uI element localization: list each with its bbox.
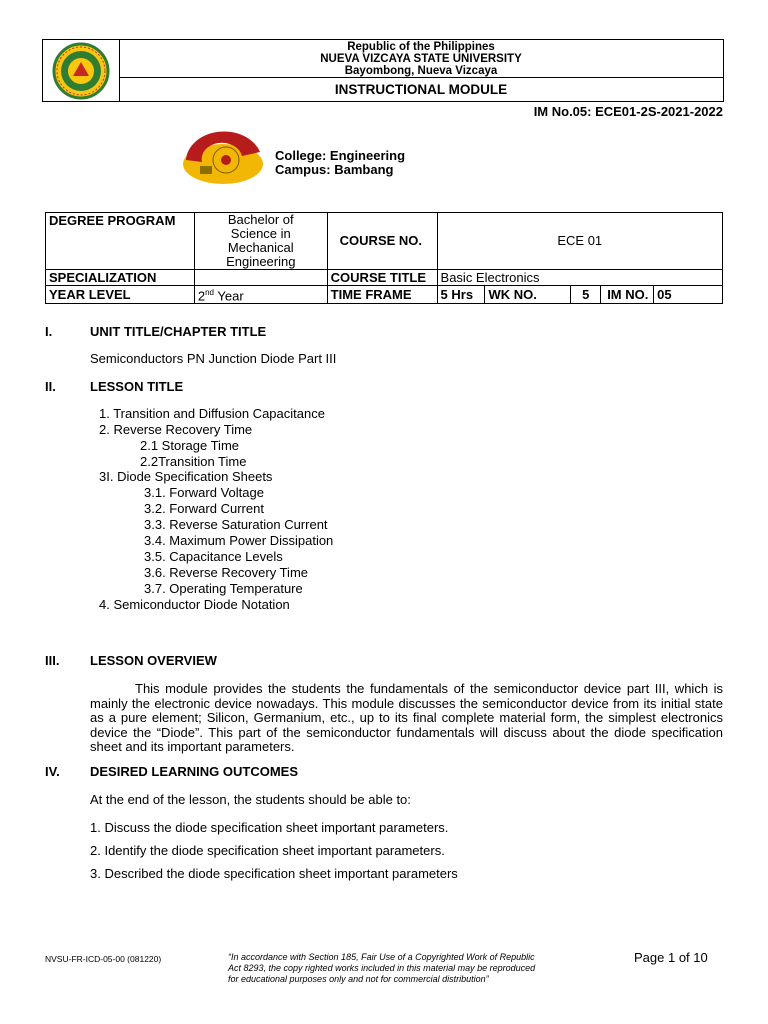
list-item: 3.1. Forward Voltage (144, 485, 264, 500)
college-logo-icon (180, 124, 266, 188)
page-number: Page 1 of 10 (634, 950, 708, 965)
list-item: 1. Discuss the diode specification sheet important parameters. (90, 820, 449, 835)
course-no-value: ECE 01 (437, 213, 722, 270)
im-no-value: 05 (654, 286, 723, 304)
section-3-title: LESSON OVERVIEW (90, 653, 217, 668)
republic-line: Republic of the Philippines (347, 41, 495, 53)
course-no-label: COURSE NO. (327, 213, 437, 270)
list-item: 3.2. Forward Current (144, 501, 264, 516)
im-number: IM No.05: ECE01-2S-2021-2022 (533, 104, 723, 119)
list-item: 2. Identify the diode specification sheet important parameters. (90, 843, 445, 858)
list-item: 3.3. Reverse Saturation Current (144, 517, 328, 532)
list-item: 4. Semiconductor Diode Notation (99, 597, 290, 612)
list-item: 3.5. Capacitance Levels (144, 549, 283, 564)
university-seal-icon (43, 40, 119, 101)
section-1-text: Semiconductors PN Junction Diode Part III (90, 351, 337, 366)
section-2-number: II. (45, 379, 56, 394)
time-frame-value: 5 Hrs (437, 286, 485, 304)
degree-program-value (194, 213, 327, 270)
year-number: 2 (197, 288, 206, 304)
list-item: 3I. Diode Specification Sheets (99, 469, 273, 484)
course-title-value: Basic Electronics (437, 270, 722, 286)
list-item: 2.2Transition Time (140, 454, 247, 469)
section-4-title: DESIRED LEARNING OUTCOMES (90, 764, 299, 779)
list-item: 1. Transition and Diffusion Capacitance (99, 406, 325, 421)
year-level-value (194, 286, 327, 304)
wk-no-label: WK NO. (485, 286, 571, 304)
copyright-line: “In accordance with Section 185, Fair Use of a Copyrighted Work of Republic (228, 952, 535, 962)
college-block (275, 149, 405, 177)
table-row (46, 286, 723, 304)
university-name: NUEVA VIZCAYA STATE UNIVERSITY (320, 53, 522, 65)
im-no-label: IM NO. (601, 286, 654, 304)
section-2-title: LESSON TITLE (90, 379, 184, 394)
year-level-label: YEAR LEVEL (46, 286, 195, 304)
table-row (46, 270, 723, 286)
copyright-line: Act 8293, the copy righted works included in this material may be reproduced (228, 963, 536, 973)
section-1-number: I. (45, 324, 53, 339)
degree-line: Bachelor of (227, 212, 294, 227)
degree-program-label: DEGREE PROGRAM (46, 213, 195, 270)
section-1-title: UNIT TITLE/CHAPTER TITLE (90, 324, 267, 339)
copyright-line: for educational purposes only and not for commercial distribution” (228, 974, 489, 984)
college-name: College: Engineering (275, 148, 406, 163)
copyright-notice (228, 952, 535, 985)
section-4-number: IV. (45, 764, 60, 779)
year-suffix: nd (205, 288, 215, 297)
list-item: 3.7. Operating Temperature (144, 581, 303, 596)
section-3-number: III. (45, 653, 60, 668)
section-4-intro: At the end of the lesson, the students should be able to: (90, 792, 411, 807)
year-word: Year (214, 288, 244, 304)
university-address: Bayombong, Nueva Vizcaya (344, 65, 498, 77)
list-item: 3.4. Maximum Power Dissipation (144, 533, 334, 548)
list-item: 2.1 Storage Time (140, 438, 239, 453)
university-header (119, 40, 723, 78)
list-item: 3. Described the diode specification sheet important parameters (90, 866, 458, 881)
list-item: 2. Reverse Recovery Time (99, 422, 253, 437)
module-title: INSTRUCTIONAL MODULE (334, 82, 508, 97)
header-box (42, 39, 724, 102)
section-3-text: This module provides the students the fundamentals of the semiconductor device part III, which is mainly the electronic device nowadays. This module discusses the semiconductor device from its initial state as a pure element; Silicon, Germanium, etc., up to its final complete material form, the simplest electronics device the “Diode”. This part of the semiconductor fundamentals will discuss about the diode specification sheet and its important parameters. (90, 681, 723, 754)
campus-name: Campus: Bambang (275, 162, 394, 177)
specialization-label: SPECIALIZATION (46, 270, 195, 286)
degree-line: Engineering (226, 254, 296, 269)
form-code: NVSU-FR-ICD-05-00 (081220) (45, 954, 162, 964)
degree-line: Mechanical (227, 240, 294, 255)
degree-line: Science in (230, 226, 291, 241)
course-title-label: COURSE TITLE (327, 270, 437, 286)
university-seal-cell (43, 40, 120, 101)
specialization-value (194, 270, 327, 286)
table-row (46, 213, 723, 270)
list-item: 3.6. Reverse Recovery Time (144, 565, 309, 580)
time-frame-label: TIME FRAME (327, 286, 437, 304)
course-info-table (45, 212, 723, 304)
wk-no-value: 5 (571, 286, 601, 304)
